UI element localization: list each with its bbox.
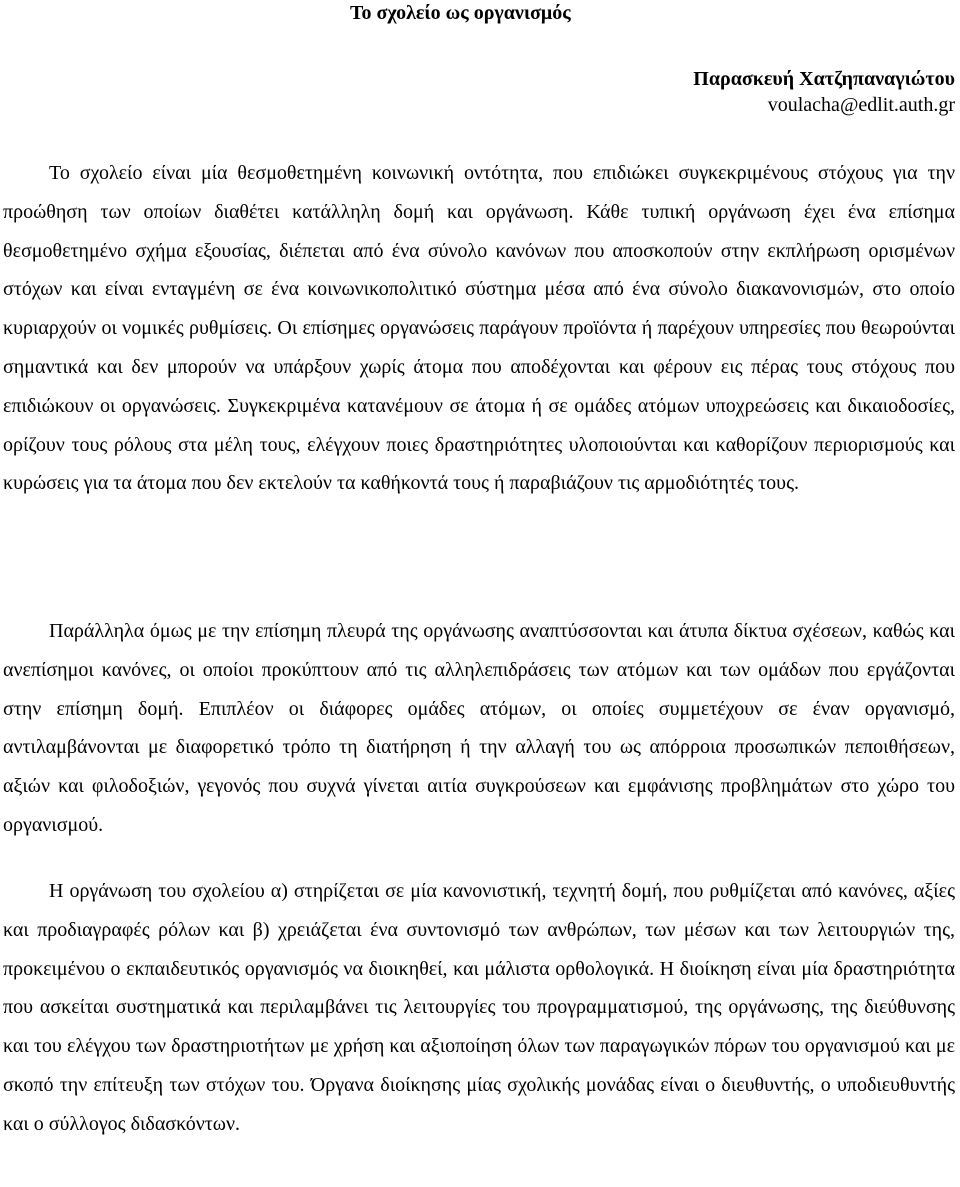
paragraph-1: Το σχολείο είναι μία θεσμοθετημένη κοινωνική οντότητα, που επιδιώκει συγκεκριμένους στόχους για την προώθηση των οποίων διαθέτει κατάλληλη δομή και οργάνωση. Κάθε τυπική οργάνωση έχει ένα επίσημα θεσμοθετημένο σχήμα εξουσίας, διέπεται από ένα σύνολο κανόνων που αποσκοπούν στην εκπλήρωση ορισμένων στόχων και είναι ενταγμένη σε ένα κοινωνικοπολιτικό σύστημα μέσα από ένα σύνολο διακανονισμών, στο οποίο κυριαρχούν οι νομικές ρυθμίσεις. Οι επίσημες οργανώσεις παράγουν προϊόντα ή παρέχουν υπηρεσίες που θεωρούνται σημαντικά και δεν μπορούν να υπάρξουν χωρίς άτομα που αποδέχονται και φέρουν εις πέρας τους στόχους που επιδιώκουν οι οργανώσεις. Συγκεκριμένα κατανέμουν σε άτομα ή σε ομάδες ατόμων υποχρεώσεις και δικαιοδοσίες, ορίζουν τους ρόλους στα μέλη τους, ελέγχουν ποιες δραστηριότητες υλοποιούνται και καθορίζουν περιορισμούς και κυρώσεις για τα άτομα που δεν εκτελούν τα καθήκοντά τους ή παραβιάζουν τις αρμοδιότητές τους. — [3, 162, 955, 495]
author-name: Παρασκευή Χατζηπαναγιώτου — [693, 68, 955, 90]
document-title: Το σχολείο ως οργανισμός — [350, 2, 571, 24]
paragraph-2: Παράλληλα όμως με την επίσημη πλευρά της οργάνωσης αναπτύσσονται και άτυπα δίκτυα σχέσεων, καθώς και ανεπίσημοι κανόνες, οι οποίοι προκύπτουν από τις αλληλεπιδράσεις των ατόμων και των ομάδων που εργάζονται στην επίσημη δομή. Επιπλέον οι διάφορες ομάδες ατόμων, οι οποίες συμμετέχουν σε έναν οργανισμό, αντιλαμβάνονται με διαφορετικό τρόπο τη διατήρηση ή την αλλαγή του ως απόρροια προσωπικών πεποιθήσεων, αξιών και φιλοδοξιών, γεγονός που συχνά γίνεται αιτία συγκρούσεων και εμφάνισης προβλημάτων στο χώρο του οργανισμού. — [3, 620, 955, 836]
paragraph-3: Η οργάνωση του σχολείου α) στηρίζεται σε μία κανονιστική, τεχνητή δομή, που ρυθμίζεται από κανόνες, αξίες και προδιαγραφές ρόλων και β) χρειάζεται ένα συντονισμό των ανθρώπων, των μέσων και των λειτουργιών της, προκειμένου ο εκπαιδευτικός οργανισμός να διοικηθεί, και μάλιστα ορθολογικά. Η διοίκηση είναι μία δραστηριότητα που ασκείται συστηματικά και περιλαμβάνει τις λειτουργίες του προγραμματισμού, της οργάνωσης, της διεύθυνσης και του ελέγχου των δραστηριοτήτων με χρήση και αξιοποίηση όλων των παραγωγικών πόρων του οργανισμού και με σκοπό την επίτευξη των στόχων του. Όργανα διοίκησης μίας σχολικής μονάδας είναι ο διευθυντής, ο υποδιευθυντής και ο σύλλογος διδασκόντων. — [3, 880, 955, 1135]
author-block — [693, 66, 955, 118]
author-email: voulacha@edlit.auth.gr — [767, 94, 955, 116]
